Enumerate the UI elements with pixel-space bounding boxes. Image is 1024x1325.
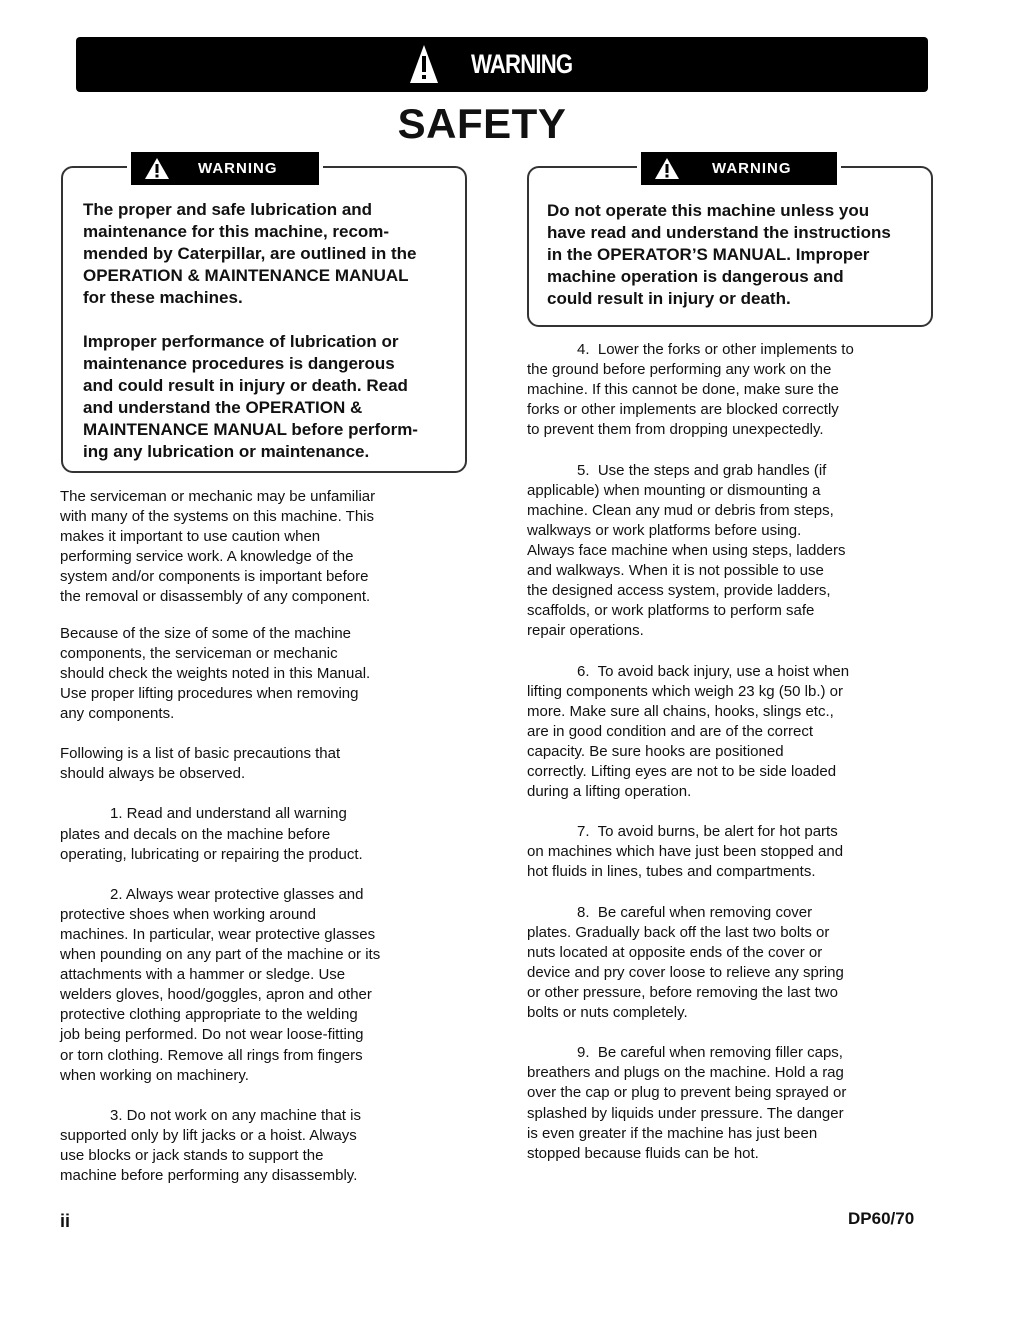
text-line: to prevent them from dropping unexpectedly. <box>527 421 824 439</box>
banner-label: WARNING <box>471 49 573 79</box>
text-line: walkways or work platforms before using. <box>527 521 802 539</box>
text-line: protective shoes when working around <box>60 905 316 923</box>
text-line: the removal or disassembly of any component. <box>60 588 371 606</box>
warning-line: mended by Caterpillar, are outlined in the <box>83 244 417 263</box>
warning-line: maintenance procedures is dangerous <box>83 354 395 373</box>
text-line: any components. <box>60 704 175 722</box>
text-line: use blocks or jack stands to support the <box>60 1147 324 1164</box>
model-number: DP60/70 <box>848 1209 915 1228</box>
text-line: plates and decals on the machine before <box>60 825 331 843</box>
left-warning-text <box>83 199 418 463</box>
text-line: The serviceman or mechanic may be unfamiliar <box>60 488 376 505</box>
text-line: capacity. Be sure hooks are positioned <box>527 742 784 760</box>
text-line: is even greater if the machine has just been <box>527 1124 818 1142</box>
text-line: makes it important to use caution when <box>60 528 321 546</box>
text-line: 3. Do not work on any machine that is <box>60 1106 361 1124</box>
text-line: on machines which have just been stopped and <box>527 843 844 861</box>
text-line: repair operations. <box>527 622 644 640</box>
text-line: with many of the systems on this machine. This <box>60 508 375 526</box>
text-line: during a lifting operation. <box>527 783 692 801</box>
warning-triangle-icon <box>408 43 440 85</box>
warning-line: Do not operate this machine unless you <box>547 201 870 220</box>
text-line: when pounding on any part of the machine or its <box>60 946 381 964</box>
text-line: protective clothing appropriate to the welding <box>60 1006 358 1024</box>
right-column <box>527 340 854 1164</box>
text-line: 9. Be careful when removing filler caps, <box>527 1044 843 1062</box>
text-line: machine. If this cannot be done, make sure the <box>527 381 839 399</box>
left-warning-label <box>131 152 319 185</box>
text-line: over the cap or plug to prevent being sprayed or <box>527 1084 847 1102</box>
text-line: and walkways. When it is not possible to use <box>527 562 824 580</box>
warning-line: could result in injury or death. <box>547 289 791 308</box>
text-line: the ground before performing any work on the <box>527 361 832 379</box>
text-line: 1. Read and understand all warning <box>60 805 347 823</box>
page-number: ii <box>60 1211 71 1231</box>
text-line: operating, lubricating or repairing the product. <box>60 845 363 863</box>
text-line: forks or other implements are blocked correctly <box>527 401 839 419</box>
text-line: 6. To avoid back injury, use a hoist when <box>527 662 850 680</box>
warning-label-text: WARNING <box>198 160 278 177</box>
page-title: SAFETY <box>397 100 567 147</box>
right-warning-label <box>641 152 837 185</box>
text-line: machine before performing any disassembly. <box>60 1167 358 1185</box>
text-line: applicable) when mounting or dismounting a <box>527 481 821 499</box>
text-line: device and pry cover loose to relieve any spring <box>527 963 844 981</box>
text-line: system and/or components is important before <box>60 568 369 586</box>
text-line: components, the serviceman or mechanic <box>60 644 338 662</box>
text-line: stopped because fluids can be hot. <box>527 1144 759 1162</box>
warning-banner <box>76 37 928 92</box>
warning-line: have read and understand the instructions <box>547 223 891 242</box>
text-line: are in good condition and are of the correct <box>527 722 814 740</box>
text-line: supported only by lift jacks or a hoist. Always <box>60 1126 357 1144</box>
text-line: should always be observed. <box>60 765 246 783</box>
text-line: scaffolds, or work platforms to perform safe <box>527 602 815 620</box>
text-line: Use proper lifting procedures when removing <box>60 684 359 702</box>
text-line: Because of the size of some of the machine <box>60 624 351 642</box>
text-line: job being performed. Do not wear loose-fitting <box>60 1026 364 1044</box>
text-line: attachments with a hammer or sledge. Use <box>60 966 346 984</box>
text-line: when working on machinery. <box>60 1066 249 1084</box>
warning-line: The proper and safe lubrication and <box>83 200 373 219</box>
text-line: hot fluids in lines, tubes and compartments. <box>527 863 816 881</box>
text-line: 8. Be careful when removing cover <box>527 903 813 921</box>
text-line: splashed by liquids under pressure. The danger <box>527 1104 844 1122</box>
text-line: 4. Lower the forks or other implements to <box>527 341 854 358</box>
warning-line: ing any lubrication or maintenance. <box>83 442 370 461</box>
warning-line: for these machines. <box>83 288 243 307</box>
text-line: 2. Always wear protective glasses and <box>60 885 364 903</box>
text-line: the designed access system, provide ladders, <box>527 582 831 600</box>
warning-line: in the OPERATOR’S MANUAL. Improper <box>547 245 870 264</box>
left-column <box>60 487 380 1186</box>
warning-line: Improper performance of lubrication or <box>83 332 399 351</box>
warning-line: machine operation is dangerous and <box>547 267 844 286</box>
text-line: breathers and plugs on the machine. Hold a rag <box>527 1064 844 1082</box>
warning-line: MAINTENANCE MANUAL before perform- <box>83 420 418 439</box>
warning-line: maintenance for this machine, recom- <box>83 222 390 241</box>
text-line: Following is a list of basic precautions that <box>60 745 341 763</box>
warning-line: and understand the OPERATION & <box>83 398 363 417</box>
text-line: bolts or nuts completely. <box>527 1004 688 1022</box>
text-line: machines. In particular, wear protective glasses <box>60 925 376 943</box>
text-line: should check the weights noted in this Manual. <box>60 664 371 682</box>
text-line: welders gloves, hood/goggles, apron and other <box>60 986 372 1004</box>
right-warning-text <box>547 200 891 310</box>
text-line: nuts located at opposite ends of the cover or <box>527 943 823 961</box>
text-line: 7. To avoid burns, be alert for hot parts <box>527 823 838 841</box>
warning-line: OPERATION & MAINTENANCE MANUAL <box>83 266 409 285</box>
text-line: correctly. Lifting eyes are not to be side loaded <box>527 762 837 780</box>
text-line: lifting components which weigh 23 kg (50 lb.) or <box>527 682 843 700</box>
warning-triangle-icon <box>654 157 680 180</box>
text-line: or other pressure, before removing the last two <box>527 984 838 1001</box>
warning-line: and could result in injury or death. Read <box>83 376 408 395</box>
text-line: plates. Gradually back off the last two bolts or <box>527 923 830 941</box>
text-line: more. Make sure all chains, hooks, slings etc., <box>527 702 834 720</box>
text-line: performing service work. A knowledge of the <box>60 548 354 566</box>
warning-label-text: WARNING <box>712 160 792 177</box>
text-line: machine. Clean any mud or debris from steps, <box>527 501 834 519</box>
text-line: or torn clothing. Remove all rings from fingers <box>60 1046 363 1064</box>
text-line: Always face machine when using steps, ladders <box>527 541 846 559</box>
warning-triangle-icon <box>144 157 170 180</box>
text-line: 5. Use the steps and grab handles (if <box>527 461 827 479</box>
